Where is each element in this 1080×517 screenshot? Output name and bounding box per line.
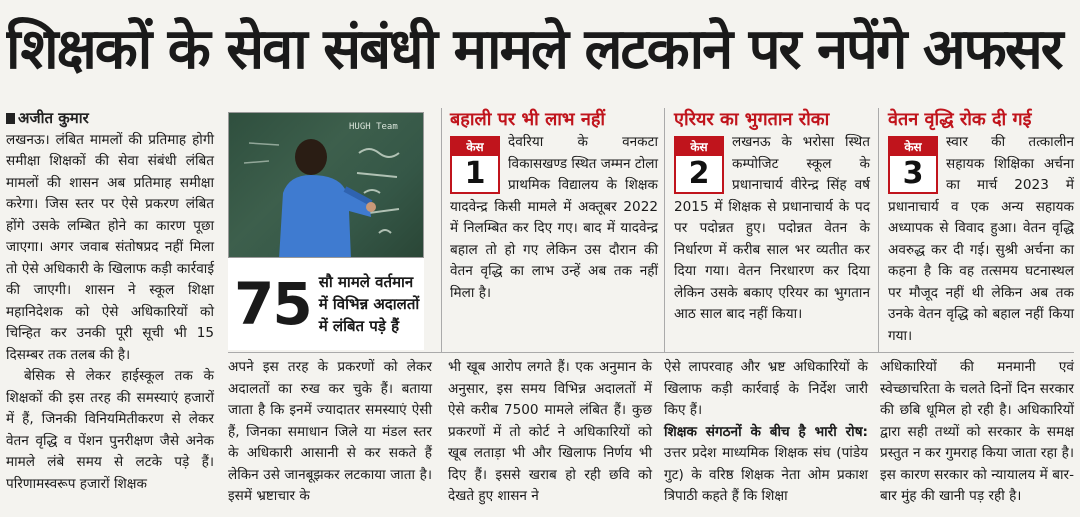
- column-5-bottom: [880, 357, 1074, 508]
- case-badge-number: 3: [902, 156, 924, 191]
- case-2-title: एरियर का भुगतान रोका: [674, 109, 830, 130]
- lead-paragraph: लखनऊ। लंबित मामलों की प्रतिमाह होगी समीक्षा शिक्षकों की सेवा संबंधी लंबित मामलों की शासन अब प्रतिमाह समीक्षा करेगा। जिस स्तर पर ऐसे प्रकरण लंबित होंगे उसके लम्बित होने का कारण पूछा जाएगा। अगर जवाब संतोषप्रद नहीं मिला तो ऐसे अधिकारी के खिलाफ कड़ी कार्रवाई की जाएगी। शासन ने स्कूल शिक्षा महानिदेशक को ऐसे अधिकारियों को चिन्हित कर उनकी पूरी सूची भी 15 दिसम्बर तक तलब की है।: [6, 131, 214, 363]
- case-2: [674, 108, 870, 326]
- case-2-body: [674, 132, 870, 326]
- case-3-body: [888, 132, 1074, 347]
- column-lead: [6, 108, 214, 495]
- byline-author: अजीत कुमार: [18, 109, 89, 127]
- column-4-text-b-body: उत्तर प्रदेश माध्यमिक शिक्षक संघ (पांडेय गुट) के वरिष्ठ शिक्षक नेता ओम प्रकाश त्रिपाठी कहते हैं कि शिक्षा: [664, 445, 868, 504]
- case-badge-label: केस: [890, 138, 936, 156]
- column-divider: [878, 108, 879, 353]
- classroom-photo: [228, 112, 424, 258]
- case-1-body: [450, 132, 658, 304]
- case-3-text: स्वार की तत्कालीन सहायक शिक्षिका अर्चना का मार्च 2023 में प्रधानाचार्य व एक अन्य सहायक अध्यापक से विवाद हुआ। वेतन वृद्धि अवरुद्ध कर दी गई। सुश्री अर्चना का कहना है कि वह तत्समय घटनास्थल पर मौजूद नहीं थी लेकिन अब तक उनके वेतन वृद्धि को बहाल नहीं किया गया।: [888, 134, 1074, 344]
- column-4-text-b: [664, 422, 868, 508]
- case-badge-number: 1: [464, 156, 486, 191]
- column-3-text: भी खूब आरोप लगते हैं। एक अनुमान के अनुसार, इस समय विभिन्न अदालतों में ऐसे करीब 7500 मामले लंबित हैं। कुछ प्रकरणों में तो कोर्ट ने अधिकारियों को खूब लताड़ा भी और खिलाफ निर्णय भी दिए हैं। इससे खराब हो रही छवि को देखते हुए शासन ने: [448, 359, 652, 504]
- column-4-bottom: [664, 357, 868, 508]
- case-badge-label: केस: [452, 138, 498, 156]
- case-1-badge: [450, 136, 500, 194]
- case-1-title: बहाली पर भी लाभ नहीं: [450, 109, 606, 130]
- case-3-title: वेतन वृद्धि रोक दी गई: [888, 109, 1032, 130]
- board-text: HUGH Team: [349, 122, 398, 132]
- column-2-text: अपने इस तरह के प्रकरणों को लेकर अदालतों का रुख कर चुके हैं। बताया जाता है कि इनमें ज्यादातर समस्याएं ऐसी हैं, जिनका समाधान जिले या मंडल स्तर के अधिकारी आसानी से कर सकते हैं लेकिन उसे जानबूझकर लटकाया जाता है। इसमें भ्रष्टाचार के: [228, 359, 432, 504]
- lead-paragraph-2: बेसिक से लेकर हाईस्कूल तक के शिक्षकों की इस तरह की समस्याएं हजारों में हैं, जिनकी विनियमितीकरण से लेकर वेतन वृद्धि व पेंशन पुनरीक्षण जैसे अनेक मामले लंबे समय से लटके पड़े हैं। परिणामस्वरूप हजारों शिक्षक: [6, 368, 214, 492]
- column-2-bottom: [228, 357, 432, 508]
- case-badge-label: केस: [676, 138, 722, 156]
- case-3: [888, 108, 1074, 347]
- column-divider: [441, 108, 442, 353]
- column-4-text-a: ऐसे लापरवाह और भ्रष्ट अधिकारियों के खिलाफ कड़ी कार्रवाई के निर्देश जारी किए हैं।: [664, 359, 868, 418]
- headline: शिक्षकों के सेवा संबंधी मामले लटकाने पर नपेंगे अफसर: [6, 17, 1062, 82]
- case-badge-number: 2: [688, 156, 710, 191]
- stat-infobox: [228, 258, 424, 350]
- case-1-text: देवरिया के वनकटा विकासखण्ड स्थित जम्मन टोला प्राथमिक विद्यालय के शिक्षक यादवेन्द्र किसी मामले में अक्तूबर 2022 में निलम्बित कर दिए गए। बाद में यादवेन्द्र बहाल तो हो गए लेकिन उस दौरान की वेतन वृद्धि का लाभ उन्हें अब तक नहीं मिला है।: [450, 134, 658, 301]
- case-2-text: लखनऊ के भरोसा स्थित कम्पोजिट स्कूल के प्रधानाचार्य वीरेन्द्र सिंह वर्ष 2015 में शिक्षक से प्रधानाचार्य के पद पर पदोन्नत हुए। पदोन्नत वेतन के निर्धारण में करीब साल भर व्यतीत कर दिया गया। वेतन निरधारण कर दिया लेकिन उसके बकाए एरियर का भुगतान आठ साल बाद नहीं किया।: [674, 134, 870, 322]
- column-3-bottom: [448, 357, 652, 508]
- case-1: [450, 108, 658, 304]
- teacher-figure-icon: [259, 133, 379, 258]
- case-3-badge: [888, 136, 938, 194]
- case-2-badge: [674, 136, 724, 194]
- stat-text: सौ मामले वर्तमान में विभिन्न अदालतों में लंबित पड़े हैं: [318, 273, 420, 335]
- column-divider: [664, 108, 665, 353]
- subhead-teacher-unions: शिक्षक संगठनों के बीच है भारी रोष:: [664, 423, 868, 440]
- byline: [6, 108, 214, 130]
- column-5-text: अधिकारियों की मनमानी एवं स्वेच्छाचरिता के चलते दिनों दिन सरकार की छबि धूमिल हो रही है। अधिकारियों द्वारा सही तथ्यों को सरकार के समक्ष प्रस्तुत न कर गुमराह किया जाता रहा है। इस कारण सरकार को न्यायालय में बार-बार मुंह की खानी पड़ रही है।: [880, 359, 1074, 504]
- stat-number: 75: [234, 270, 311, 338]
- section-divider: [228, 352, 1074, 353]
- byline-marker-icon: [6, 113, 15, 124]
